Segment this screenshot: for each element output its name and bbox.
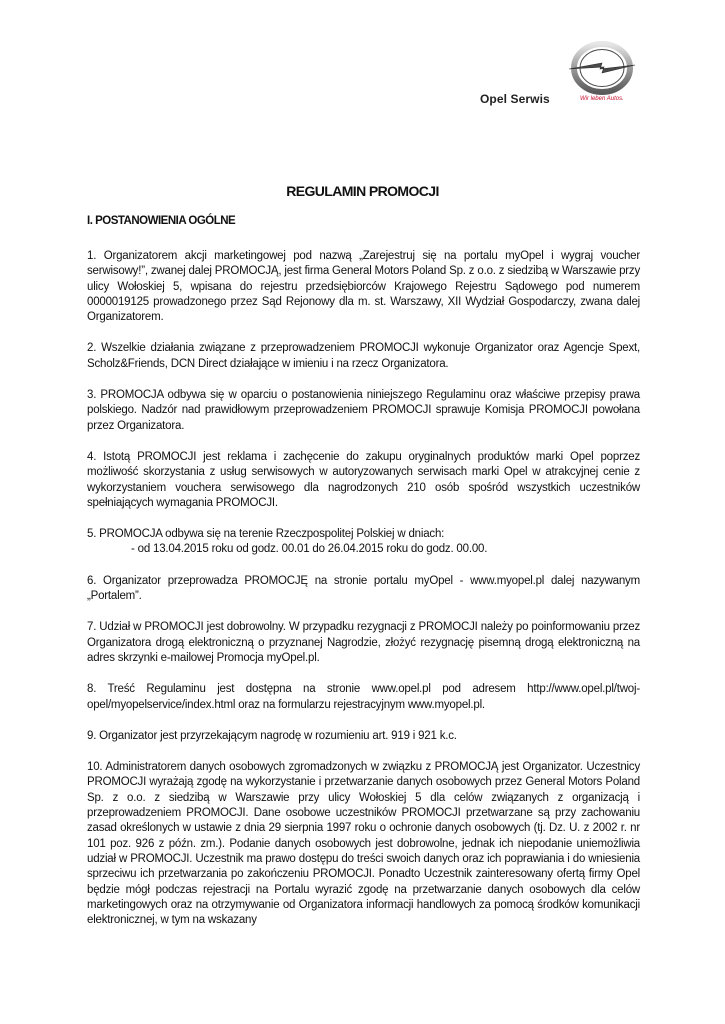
opel-lightning-logo-icon — [567, 38, 637, 98]
document-body — [87, 249, 640, 944]
paragraph-5-dates: - od 13.04.2015 roku od godz. 00.01 do 26.04.2015 roku do godz. 00.00. — [131, 543, 488, 556]
paragraph-3: 3. PROMOCJA odbywa się w oparciu o postanowienia niniejszego Regulaminu oraz właściwe przepisy prawa polskiego. Nadzór nad prawidłowym przeprowadzeniem PROMOCJI sprawuje Komisja PROMOCJI powołana przez Organizatora. — [87, 389, 640, 432]
brand-name: Opel Serwis — [480, 92, 550, 106]
paragraph-1: 1. Organizatorem akcji marketingowej pod nazwą „Zarejestruj się na portalu myOpel i wygraj voucher serwisowy!”, zwanej dalej PROMOCJĄ, jest firma General Motors Poland Sp. z o.o. z siedzibą w Warszawie przy ulicy Wołoskiej 5, wpisana do rejestru przedsiębiorców Krajowego Rejestru Sądowego pod numerem 0000019125 prowadzonego przez Sąd Rejonowy dla m. st. Warszawy, XII Wydział Gospodarczy, zwana dalej Organizatorem. — [87, 250, 640, 324]
opel-logo-icon — [567, 38, 637, 98]
paragraph-4: 4. Istotą PROMOCJI jest reklama i zachęcenie do zakupu oryginalnych produktów marki Opel poprzez możliwość skorzystania z usług serwisowych w autoryzowanych serwisach marki Opel w atrakcyjnej cenie z wykorzystaniem vouchera serwisowego dla nagrodzonych 210 osób spośród wszystkich uczestników spełniających wymagania PROMOCJI. — [87, 450, 640, 509]
paragraph-7: 7. Udział w PROMOCJI jest dobrowolny. W przypadku rezygnacji z PROMOCJI należy po poinformowaniu przez Organizatora drogą elektroniczną o przyznanej Nagrodzie, złożyć rezygnację pisemną drogą elektroniczną na adres skrzynki e-mailowej Promocja myOpel.pl. — [87, 621, 640, 664]
paragraph-8: 8. Treść Regulaminu jest dostępna na stronie www.opel.pl pod adresem http://www.opel.pl/twoj-opel/myopelservice/index.html oraz na formularzu rejestracyjnym www.myopel.pl. — [87, 683, 640, 711]
document-title: REGULAMIN PROMOCJI — [286, 183, 439, 199]
paragraph-6: 6. Organizator przeprowadza PROMOCJĘ na stronie portalu myOpel - www.myopel.pl dalej nazywanym „Portalem”. — [87, 574, 640, 603]
paragraph-9: 9. Organizator jest przyrzekającym nagrodę w rozumieniu art. 919 i 921 k.c. — [87, 729, 457, 742]
paragraph-10: 10. Administratorem danych osobowych zgromadzonych w związku z PROMOCJĄ jest Organizator. Uczestnicy PROMOCJI wyrażają zgodę na wykorzystanie i przetwarzanie danych osobowych przez General Motors Poland Sp. z o.o. z siedzibą w Warszawie przy ulicy Wołoskiej 5 dla celów związanych z organizacją i przeprowadzeniem PROMOCJI. Dane osobowe uczestników PROMOCJI przetwarzane są przy zachowaniu zasad określonych w ustawie z dnia 29 sierpnia 1997 roku o ochronie danych osobowych (tj. Dz. U. z 2002 r. nr 101 poz. 926 z późn. zm.). Podanie danych osobowych jest dobrowolne, jednak ich niepodanie uniemożliwia udział w PROMOCJI. Uczestnik ma prawo dostępu do treści swoich danych oraz ich poprawiania i do wniesienia sprzeciwu ich przetwarzania po zakończeniu PROMOCJI. Ponadto Uczestnik zainteresowany ofertą firmy Opel będzie mógł podczas rejestracji na Portalu wyrazić zgodę na przetwarzanie danych osobowych dla celów marketingowych oraz na otrzymywanie od Organizatora informacji handlowych za pomocą środków komunikacji elektronicznej, w tym na wskazany — [87, 761, 640, 927]
paragraph-2: 2. Wszelkie działania związane z przeprowadzeniem PROMOCJI wykonuje Organizator oraz Agencje Spext, Scholz&Friends, DCN Direct działające w imieniu i na rzecz Organizatora. — [87, 342, 640, 370]
brand-tagline: Wir leben Autos. — [580, 96, 624, 102]
paragraph-5-intro: 5. PROMOCJA odbywa się na terenie Rzeczpospolitej Polskiej w dniach: — [87, 528, 445, 541]
section-heading: I. POSTANOWIENIA OGÓLNE — [87, 215, 236, 227]
page-header — [0, 0, 725, 130]
paragraph-5 — [87, 527, 640, 558]
